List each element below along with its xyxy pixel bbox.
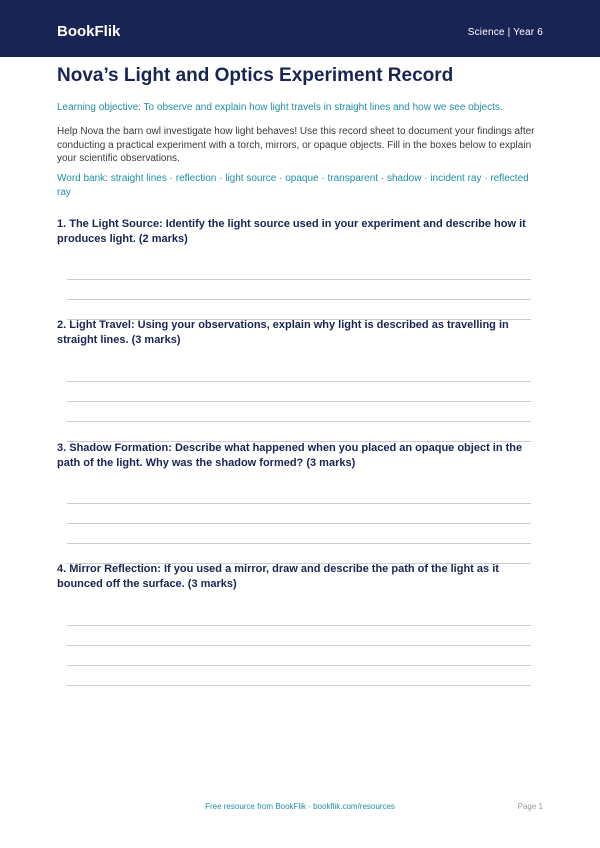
answer-line[interactable] (67, 543, 531, 544)
header-bar (0, 0, 600, 57)
subject-year-label: Science | Year 6 (467, 27, 543, 38)
answer-line[interactable] (67, 523, 531, 524)
word-bank: Word bank: straight lines · reflection · light source · opaque · transparent · shadow · incident ray · reflected ray (57, 173, 529, 198)
page-title: Nova’s Light and Optics Experiment Record (57, 65, 454, 86)
answer-line[interactable] (67, 665, 531, 666)
answer-line[interactable] (67, 299, 531, 300)
answer-line[interactable] (67, 685, 531, 686)
question-2: 2. Light Travel: Using your observations, explain why light is described as travelling in straight lines. (3 marks) (57, 319, 509, 346)
brand-logo: BookFlik (57, 23, 121, 40)
answer-line[interactable] (67, 503, 531, 504)
question-3: 3. Shadow Formation: Describe what happened when you placed an opaque object in the path of the light. Why was the shadow formed? (3 marks) (57, 442, 523, 469)
answer-line[interactable] (67, 381, 531, 382)
question-4: 4. Mirror Reflection: If you used a mirror, draw and describe the path of the light as it bounced off the surface. (3 marks) (57, 563, 499, 590)
learning-objective: Learning objective: To observe and explain how light travels in straight lines and how we see objects. (57, 102, 503, 113)
answer-line[interactable] (67, 625, 531, 626)
answer-line[interactable] (67, 421, 531, 422)
answer-line[interactable] (67, 279, 531, 280)
page-number: Page 1 (517, 802, 543, 811)
question-1: 1. The Light Source: Identify the light source used in your experiment and describe how it produces light. (2 marks) (57, 218, 526, 245)
footer-credit: Free resource from BookFlik · bookflik.com/resources (205, 802, 395, 811)
answer-line[interactable] (67, 645, 531, 646)
answer-line[interactable] (67, 401, 531, 402)
intro-paragraph: Help Nova the barn owl investigate how light behaves! Use this record sheet to document your findings after conducting a practical experiment with a torch, mirrors, or opaque objects. Fill in the boxes below to explain your scientific observations. (57, 126, 535, 164)
